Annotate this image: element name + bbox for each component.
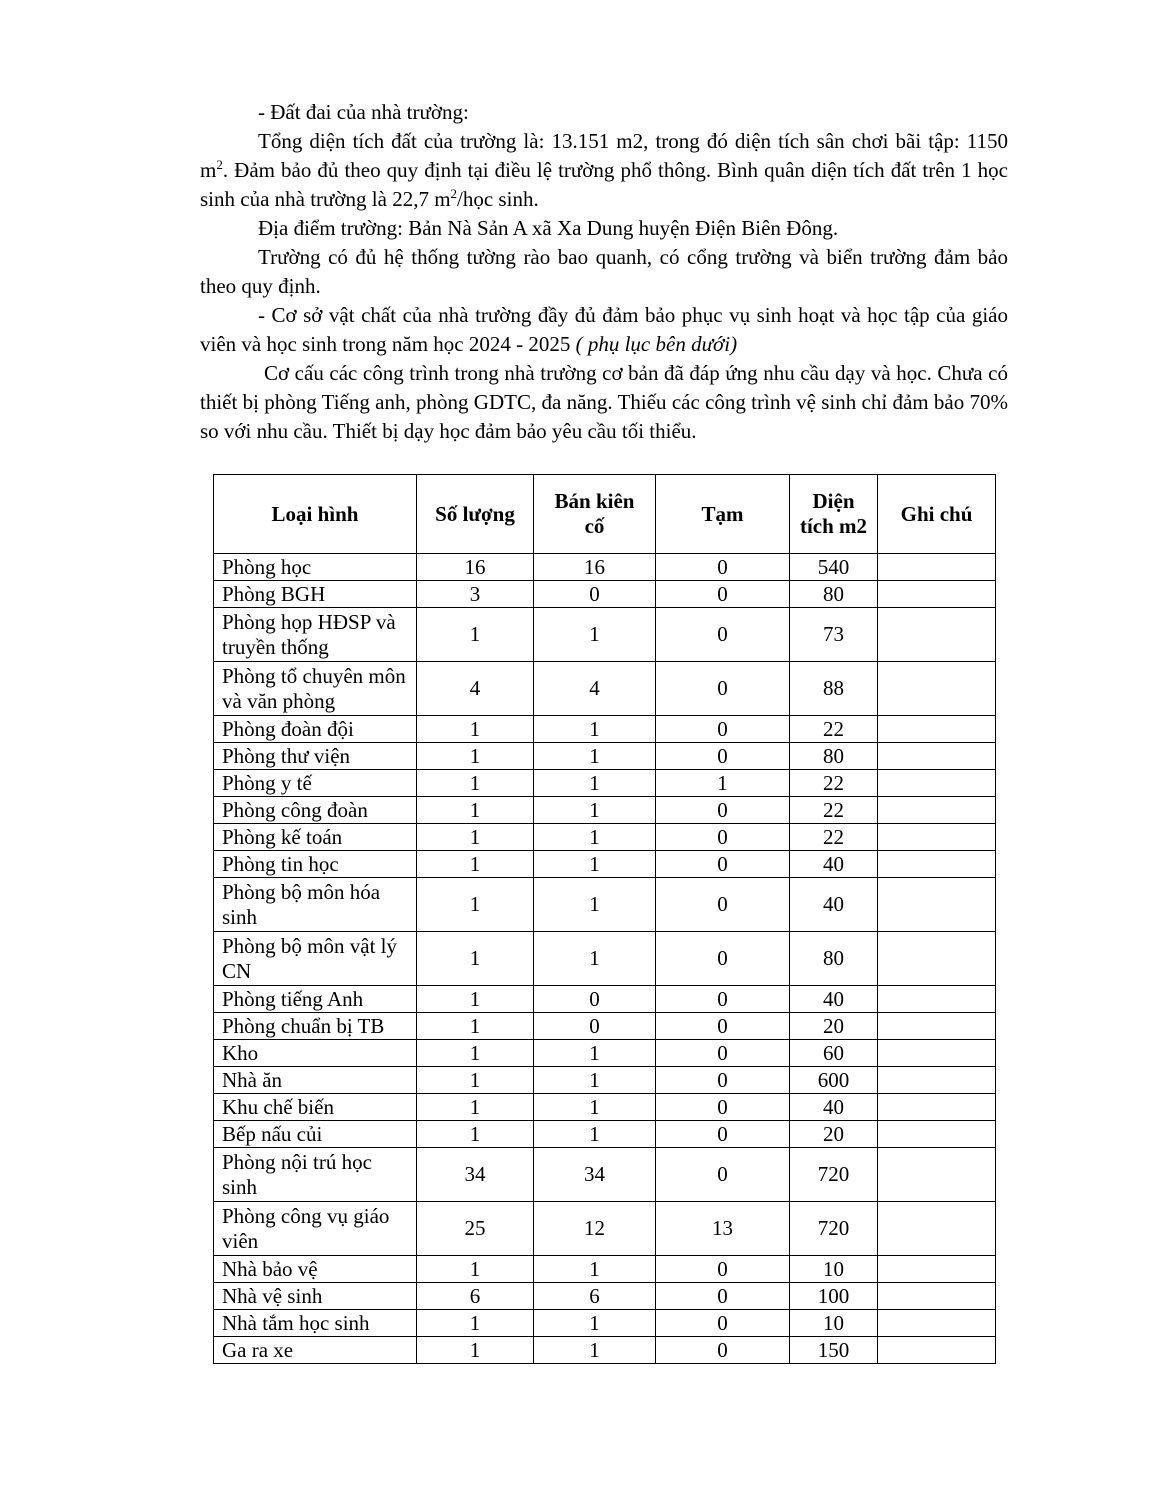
cell-quantity: 1 [417, 932, 534, 986]
table-row [214, 1283, 996, 1310]
cell-type: Phòng tin học [214, 851, 417, 878]
cell-semi-solid: 1 [534, 1094, 656, 1121]
cell-area: 540 [790, 554, 878, 581]
cell-area: 88 [790, 662, 878, 716]
table-row [214, 1040, 996, 1067]
paragraph-location: Địa điểm trường: Bản Nà Sản A xã Xa Dung huyện Điện Biên Đông. [258, 216, 839, 240]
cell-semi-solid: 16 [534, 554, 656, 581]
table-row [214, 1202, 996, 1256]
cell-type: Kho [214, 1040, 417, 1067]
cell-note [878, 1094, 996, 1121]
table-row [214, 716, 996, 743]
cell-temporary: 0 [656, 1040, 790, 1067]
cell-area: 600 [790, 1067, 878, 1094]
cell-temporary: 0 [656, 1094, 790, 1121]
cell-temporary: 0 [656, 851, 790, 878]
table-row [214, 932, 996, 986]
paragraph-structure: Cơ cấu các công trình trong nhà trường cơ bản đã đáp ứng nhu cầu dạy và học. Chưa có thiết bị phòng Tiếng anh, phòng GDTC, đa năng. Thiếu các công trình vệ sinh chỉ đảm bảo 70% so với nhu cầu. Thiết bị dạy học đảm bảo yêu cầu tối thiểu. [200, 361, 1008, 443]
table-row [214, 1121, 996, 1148]
cell-temporary: 0 [656, 1283, 790, 1310]
table-row [214, 581, 996, 608]
cell-semi-solid: 12 [534, 1202, 656, 1256]
table-row [214, 554, 996, 581]
cell-area: 20 [790, 1121, 878, 1148]
cell-quantity: 6 [417, 1283, 534, 1310]
cell-temporary: 0 [656, 878, 790, 932]
cell-temporary: 0 [656, 1337, 790, 1364]
cell-temporary: 0 [656, 554, 790, 581]
table-row [214, 1067, 996, 1094]
cell-temporary: 0 [656, 1067, 790, 1094]
cell-type: Phòng nội trú học sinh [214, 1148, 417, 1202]
cell-quantity: 1 [417, 797, 534, 824]
cell-note [878, 581, 996, 608]
cell-note [878, 1013, 996, 1040]
cell-type: Phòng BGH [214, 581, 417, 608]
paragraph-land-heading: - Đất đai của nhà trường: [258, 100, 469, 124]
cell-quantity: 1 [417, 1013, 534, 1040]
cell-quantity: 1 [417, 986, 534, 1013]
cell-area: 60 [790, 1040, 878, 1067]
cell-temporary: 1 [656, 770, 790, 797]
cell-note [878, 851, 996, 878]
cell-note [878, 608, 996, 662]
cell-quantity: 1 [417, 716, 534, 743]
cell-area: 40 [790, 851, 878, 878]
cell-temporary: 0 [656, 743, 790, 770]
cell-semi-solid: 1 [534, 851, 656, 878]
cell-type: Phòng thư viện [214, 743, 417, 770]
table-row [214, 1310, 996, 1337]
cell-type: Phòng tổ chuyên môn và văn phòng [214, 662, 417, 716]
table-row [214, 986, 996, 1013]
cell-quantity: 1 [417, 770, 534, 797]
cell-type: Phòng bộ môn hóa sinh [214, 878, 417, 932]
cell-type: Phòng kế toán [214, 824, 417, 851]
cell-semi-solid: 1 [534, 878, 656, 932]
table-row [214, 1013, 996, 1040]
cell-area: 22 [790, 770, 878, 797]
cell-quantity: 4 [417, 662, 534, 716]
cell-note [878, 878, 996, 932]
cell-semi-solid: 0 [534, 1013, 656, 1040]
cell-note [878, 986, 996, 1013]
cell-semi-solid: 1 [534, 797, 656, 824]
header-temporary: Tạm [656, 475, 790, 554]
cell-quantity: 1 [417, 1094, 534, 1121]
cell-quantity: 25 [417, 1202, 534, 1256]
table-row [214, 1337, 996, 1364]
cell-type: Nhà vệ sinh [214, 1283, 417, 1310]
cell-note [878, 770, 996, 797]
cell-quantity: 1 [417, 1310, 534, 1337]
header-quantity: Số lượng [417, 475, 534, 554]
cell-note [878, 797, 996, 824]
cell-temporary: 0 [656, 1256, 790, 1283]
cell-area: 720 [790, 1148, 878, 1202]
table-header-row [214, 475, 996, 554]
cell-temporary: 0 [656, 986, 790, 1013]
table-row [214, 608, 996, 662]
table-row [214, 743, 996, 770]
cell-note [878, 554, 996, 581]
header-area: Diện tích m2 [790, 475, 878, 554]
cell-temporary: 0 [656, 1310, 790, 1337]
table-row [214, 824, 996, 851]
land-area-text-a: Tổng diện tích đất của trường là: 13.151 m2, trong đó diện tích sân chơi bãi tập: 1150 m [200, 129, 1008, 182]
header-type: Loại hình [214, 475, 417, 554]
cell-type: Phòng họp HĐSP và truyền thống [214, 608, 417, 662]
cell-semi-solid: 1 [534, 1067, 656, 1094]
cell-type: Phòng y tế [214, 770, 417, 797]
cell-area: 10 [790, 1310, 878, 1337]
cell-quantity: 1 [417, 1337, 534, 1364]
cell-type: Nhà bảo vệ [214, 1256, 417, 1283]
cell-area: 73 [790, 608, 878, 662]
cell-semi-solid: 4 [534, 662, 656, 716]
cell-type: Phòng tiếng Anh [214, 986, 417, 1013]
cell-temporary: 0 [656, 1013, 790, 1040]
cell-area: 40 [790, 1094, 878, 1121]
cell-quantity: 1 [417, 824, 534, 851]
header-note: Ghi chú [878, 475, 996, 554]
cell-semi-solid: 1 [534, 743, 656, 770]
facilities-table [213, 474, 996, 1364]
cell-quantity: 1 [417, 1067, 534, 1094]
table-row [214, 662, 996, 716]
cell-quantity: 3 [417, 581, 534, 608]
cell-semi-solid: 1 [534, 1310, 656, 1337]
cell-temporary: 13 [656, 1202, 790, 1256]
header-semi-solid: Bán kiên cố [534, 475, 656, 554]
table-row [214, 851, 996, 878]
cell-semi-solid: 0 [534, 581, 656, 608]
appendix-note: ( phụ lục bên dưới) [575, 332, 738, 356]
cell-note [878, 932, 996, 986]
cell-note [878, 1040, 996, 1067]
body-text [200, 98, 1008, 446]
cell-area: 720 [790, 1202, 878, 1256]
cell-temporary: 0 [656, 797, 790, 824]
cell-note [878, 1337, 996, 1364]
table-row [214, 878, 996, 932]
cell-note [878, 662, 996, 716]
cell-temporary: 0 [656, 662, 790, 716]
cell-area: 20 [790, 1013, 878, 1040]
cell-temporary: 0 [656, 824, 790, 851]
cell-type: Nhà ăn [214, 1067, 417, 1094]
cell-temporary: 0 [656, 608, 790, 662]
cell-note [878, 1121, 996, 1148]
cell-quantity: 1 [417, 608, 534, 662]
cell-quantity: 16 [417, 554, 534, 581]
cell-temporary: 0 [656, 581, 790, 608]
cell-note [878, 1202, 996, 1256]
cell-area: 100 [790, 1283, 878, 1310]
cell-temporary: 0 [656, 1121, 790, 1148]
cell-semi-solid: 1 [534, 770, 656, 797]
cell-semi-solid: 1 [534, 1337, 656, 1364]
table-row [214, 1094, 996, 1121]
cell-area: 80 [790, 932, 878, 986]
cell-semi-solid: 1 [534, 932, 656, 986]
land-area-text-b: . Đảm bảo đủ theo quy định tại điều lệ trường phổ thông. Bình quân diện tích đất trên 1 học sinh của nhà trường là 22,7 m [200, 158, 1008, 211]
cell-note [878, 716, 996, 743]
facilities-text: - Cơ sở vật chất của nhà trường đầy đủ đảm bảo phục vụ sinh hoạt và học tập của giáo viên và học sinh trong năm học 2024 - 2025 [200, 303, 1008, 356]
cell-semi-solid: 6 [534, 1283, 656, 1310]
cell-quantity: 34 [417, 1148, 534, 1202]
cell-type: Bếp nấu củi [214, 1121, 417, 1148]
cell-note [878, 1148, 996, 1202]
cell-area: 22 [790, 824, 878, 851]
cell-quantity: 1 [417, 878, 534, 932]
cell-type: Nhà tắm học sinh [214, 1310, 417, 1337]
cell-note [878, 1256, 996, 1283]
cell-semi-solid: 1 [534, 824, 656, 851]
cell-note [878, 1310, 996, 1337]
cell-note [878, 1067, 996, 1094]
cell-note [878, 1283, 996, 1310]
cell-quantity: 1 [417, 1040, 534, 1067]
cell-type: Phòng học [214, 554, 417, 581]
table-row [214, 797, 996, 824]
cell-type: Khu chế biến [214, 1094, 417, 1121]
cell-quantity: 1 [417, 1121, 534, 1148]
cell-type: Phòng công vụ giáo viên [214, 1202, 417, 1256]
paragraph-fence: Trường có đủ hệ thống tường rào bao quanh, có cổng trường và biển trường đảm bảo theo quy định. [200, 245, 1008, 298]
cell-semi-solid: 1 [534, 1256, 656, 1283]
cell-semi-solid: 1 [534, 608, 656, 662]
cell-temporary: 0 [656, 1148, 790, 1202]
cell-quantity: 1 [417, 743, 534, 770]
cell-type: Phòng công đoàn [214, 797, 417, 824]
cell-area: 22 [790, 716, 878, 743]
cell-type: Phòng bộ môn vật lý CN [214, 932, 417, 986]
cell-type: Phòng đoàn đội [214, 716, 417, 743]
cell-semi-solid: 1 [534, 716, 656, 743]
paragraph-facilities [200, 301, 1008, 359]
cell-quantity: 1 [417, 1256, 534, 1283]
cell-area: 40 [790, 986, 878, 1013]
cell-temporary: 0 [656, 716, 790, 743]
cell-semi-solid: 34 [534, 1148, 656, 1202]
paragraph-land-area [200, 127, 1008, 214]
table-row [214, 1148, 996, 1202]
cell-temporary: 0 [656, 932, 790, 986]
cell-area: 80 [790, 581, 878, 608]
cell-semi-solid: 0 [534, 986, 656, 1013]
land-area-text-c: /học sinh. [457, 187, 539, 211]
superscript-m2: 2 [216, 157, 223, 172]
cell-area: 10 [790, 1256, 878, 1283]
cell-area: 150 [790, 1337, 878, 1364]
cell-type: Ga ra xe [214, 1337, 417, 1364]
cell-area: 22 [790, 797, 878, 824]
table-row [214, 770, 996, 797]
cell-area: 40 [790, 878, 878, 932]
cell-semi-solid: 1 [534, 1040, 656, 1067]
cell-quantity: 1 [417, 851, 534, 878]
cell-type: Phòng chuẩn bị TB [214, 1013, 417, 1040]
table-body [214, 554, 996, 1364]
cell-note [878, 824, 996, 851]
cell-note [878, 743, 996, 770]
superscript-m2: 2 [450, 186, 458, 201]
cell-area: 80 [790, 743, 878, 770]
table-row [214, 1256, 996, 1283]
cell-semi-solid: 1 [534, 1121, 656, 1148]
